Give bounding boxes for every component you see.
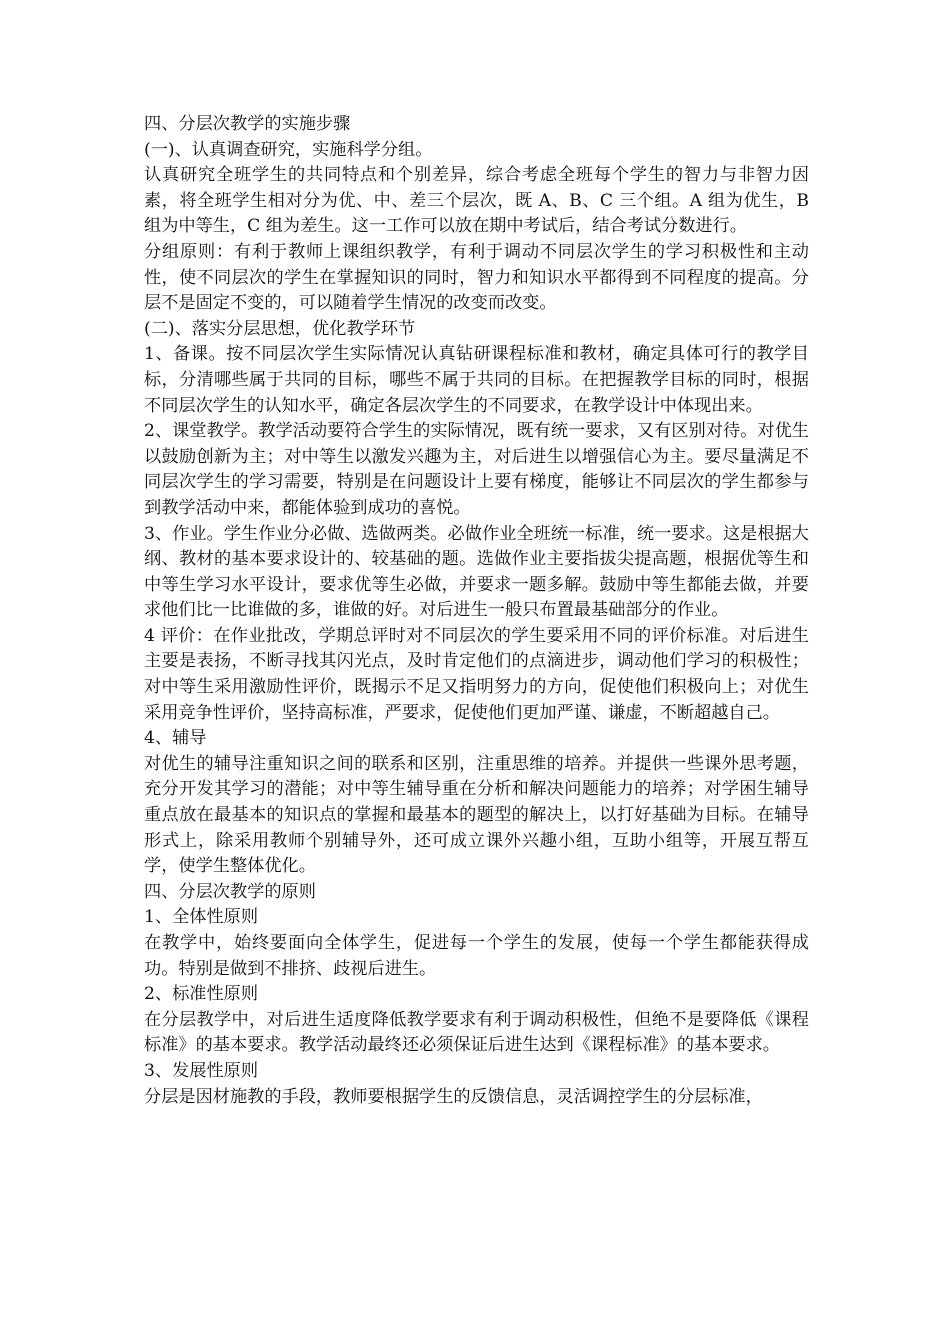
section-heading: 四、分层次教学的实施步骤 — [144, 114, 351, 134]
body-paragraph: 分层是因材施教的手段，教师要根据学生的反馈信息，灵活调控学生的分层标准， — [144, 1086, 763, 1107]
subsection-heading: 3、发展性原则 — [144, 1060, 259, 1081]
subsection-heading: (一)、认真调查研究，实施科学分组。 — [144, 139, 433, 160]
body-paragraph: 1、备课。按不同层次学生实际情况认真钻研课程标准和教材，确定具体可行的教学目标，分清哪些属于共同的目标，哪些不属于共同的目标。在把握教学目标的同时，根据不同层次学生的认知水平，确定各层次学生的不同要求，在教学设计中体现出来。 — [144, 344, 809, 416]
body-paragraph: 认真研究全班学生的共同特点和个别差异，综合考虑全班每个学生的智力与非智力因素，将全班学生相对分为优、中、差三个层次，既 A、B、C 三个组。A 组为优生，B 组为中等生，C 组为差生。这一工作可以放在期中考试后，结合考试分数进行。 — [144, 165, 809, 237]
body-paragraph: 3、作业。学生作业分必做、选做两类。必做作业全班统一标准，统一要求。这是根据大纲、教材的基本要求设计的、较基础的题。选做作业主要指拔尖提高题，根据优等生和中等生学习水平设计，要求优等生必做，并要求一题多解。鼓励中等生都能去做，并要求他们比一比谁做的多，谁做的好。对后进生一般只布置最基础部分的作业。 — [144, 523, 809, 621]
body-paragraph: 在教学中，始终要面向全体学生，促进每一个学生的发展，使每一个学生都能获得成功。特别是做到不排挤、歧视后进生。 — [144, 933, 809, 979]
body-paragraph: 2、课堂教学。教学活动要符合学生的实际情况，既有统一要求，又有区别对待。对优生以鼓励创新为主；对中等生以激发兴趣为主，对后进生以增强信心为主。要尽量满足不同层次学生的学习需要，特别是在问题设计上要有梯度，能够让不同层次的学生都参与到教学活动中来，都能体验到成功的喜悦。 — [144, 421, 809, 518]
body-paragraph: 在分层教学中，对后进生适度降低教学要求有利于调动积极性，但绝不是要降低《课程标准》的基本要求。教学活动最终还必须保证后进生达到《课程标准》的基本要求。 — [144, 1009, 809, 1056]
body-paragraph: 4 评价：在作业批改，学期总评时对不同层次的学生要采用不同的评价标准。对后进生主要是表扬，不断寻找其闪光点，及时肯定他们的点滴进步，调动他们学习的积极性；对中等生采用激励性评价，既揭示不足又指明努力的方向，促使他们积极向上；对优生采用竞争性评价，坚持高标准，严要求，促使他们更加严谨、谦虚，不断超越自己。 — [144, 625, 809, 723]
subsection-heading: (二)、落实分层思想，优化教学环节 — [144, 318, 416, 339]
subsection-heading: 2、标准性原则 — [144, 984, 259, 1005]
body-paragraph: 对优生的辅导注重知识之间的联系和区别，注重思维的培养。并提供一些课外思考题，充分开发其学习的潜能；对中等生辅导重在分析和解决问题能力的培养；对学困生辅导重点放在最基本的知识点的掌握和最基本的题型的解决上，以打好基础为目标。在辅导形式上，除采用教师个别辅导外，还可成立课外兴趣小组，互助小组等，开展互帮互学，使学生整体优化。 — [144, 753, 809, 877]
subsection-heading: 4、辅导 — [144, 728, 207, 749]
subsection-heading: 1、全体性原则 — [144, 907, 259, 928]
document-body — [144, 112, 809, 1110]
section-heading: 四、分层次教学的原则 — [144, 881, 316, 902]
body-paragraph: 分组原则：有利于教师上课组织教学，有利于调动不同层次学生的学习积极性和主动性，使不同层次的学生在掌握知识的同时，智力和知识水平都得到不同程度的提高。分层不是固定不变的，可以随着学生情况的改变而改变。 — [144, 241, 809, 314]
